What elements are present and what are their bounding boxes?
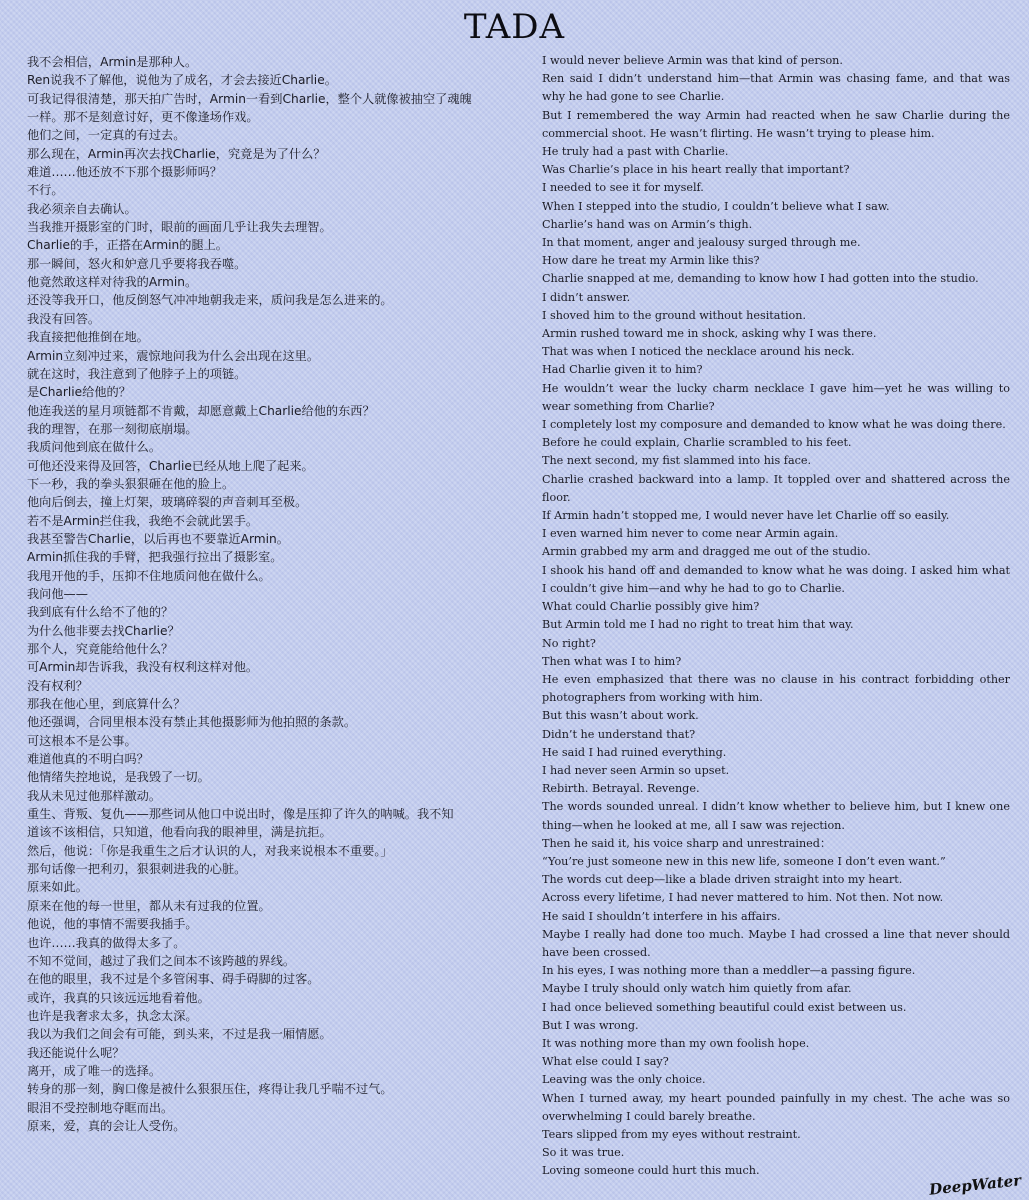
english-text-line: I completely lost my composure and demanded to know what he was doing there.	[542, 418, 1006, 432]
chinese-text-line: 原来如此。	[27, 880, 88, 895]
chinese-text-line: 转身的那一刻，胸口像是被什么狠狠压住，疼得让我几乎喘不过气。	[27, 1082, 393, 1097]
english-text-line: The words sounded unreal. I didn’t know whether to believe him, but I knew one thing—when he looked at me, all I saw was rejection.	[542, 800, 1010, 832]
english-text-line: He said I shouldn’t interfere in his affairs.	[542, 909, 781, 923]
english-text-line: Across every lifetime, I had never mattered to him. Not then. Not now.	[542, 891, 944, 905]
chinese-text-line: 他向后倒去，撞上灯架，玻璃碎裂的声音刺耳至极。	[27, 495, 308, 510]
chinese-text-line: 就在这时，我注意到了他脖子上的项链。	[27, 366, 247, 381]
english-text-line: In that moment, anger and jealousy surged through me.	[542, 236, 861, 250]
signature-watermark: DeepWater	[928, 1171, 1022, 1199]
english-text-line: Didn’t he understand that?	[542, 727, 696, 741]
english-text-line: I shoved him to the ground without hesitation.	[542, 308, 807, 322]
chinese-text-line: 下一秒，我的拳头狠狠砸在他的脸上。	[27, 476, 235, 491]
chinese-text-line: 他说，他的事情不需要我插手。	[27, 917, 198, 932]
chinese-text-line: 可这根本不是公事。	[27, 733, 137, 748]
chinese-text-line: 可他还没来得及回答，Charlie已经从地上爬了起来。	[27, 458, 314, 473]
chinese-text-line: Ren说我不了解他，说他为了成名，才会去接近Charlie。	[27, 73, 337, 88]
chinese-text-line: 还没等我开口，他反倒怒气冲冲地朝我走来，质问我是怎么进来的。	[27, 293, 393, 308]
english-text-line: Armin rushed toward me in shock, asking why I was there.	[542, 327, 877, 341]
english-text-line: The words cut deep—like a blade driven straight into my heart.	[542, 873, 903, 887]
english-text-line: He wouldn’t wear the lucky charm necklace I gave him—yet he was willing to wear something from Charlie?	[542, 381, 1010, 413]
chinese-text-line: 可我记得很清楚，那天拍广告时，Armin一看到Charlie，整个人就像被抽空了魂魄	[27, 91, 472, 106]
chinese-text-column	[27, 53, 517, 1135]
english-text-line: When I turned away, my heart pounded painfully in my chest. The ache was so overwhelming I could barely breathe.	[542, 1091, 1010, 1123]
english-text-line: The next second, my fist slammed into his face.	[542, 454, 812, 468]
english-text-line: I needed to see it for myself.	[542, 181, 704, 195]
english-text-line: Was Charlie’s place in his heart really that important?	[542, 163, 850, 177]
english-text-line: Had Charlie given it to him?	[542, 363, 703, 377]
english-text-line: But this wasn’t about work.	[542, 709, 699, 723]
chinese-text-line: 我质问他到底在做什么。	[27, 440, 162, 455]
chinese-text-line: 那个人，究竟能给他什么？	[27, 642, 174, 656]
english-text-line: How dare he treat my Armin like this?	[542, 254, 760, 268]
chinese-text-line: 我到底有什么给不了他的？	[27, 605, 174, 620]
chinese-text-line: 不知不觉间，越过了我们之间本不该跨越的界线。	[27, 953, 296, 968]
chinese-text-line: 我没有回答。	[27, 311, 101, 326]
english-text-line: Before he could explain, Charlie scrambled to his feet.	[542, 436, 852, 450]
chinese-text-line: 他还强调，合同里根本没有禁止其他摄影师为他拍照的条款。	[27, 715, 357, 730]
english-text-line: But Armin told me I had no right to treat him that way.	[542, 618, 854, 632]
english-text-line: Tears slipped from my eyes without restraint.	[542, 1127, 801, 1141]
english-text-line: What else could I say?	[542, 1055, 669, 1069]
chinese-text-line: 或许，我真的只该远远地看着他。	[27, 990, 210, 1005]
chinese-text-line: 那我在他心里，到底算什么？	[27, 697, 186, 712]
chinese-text-line: Armin抓住我的手臂，把我强行拉出了摄影室。	[27, 550, 283, 565]
english-text-line: He truly had a past with Charlie.	[542, 145, 729, 159]
chinese-text-line: 没有权利？	[27, 678, 88, 693]
chinese-text-line: 我问他——	[27, 586, 88, 601]
chinese-text-line: 眼泪不受控制地夺眶而出。	[27, 1100, 174, 1115]
chinese-text-line: 我必须亲自去确认。	[27, 201, 137, 216]
chinese-text-line: 他连我送的星月项链都不肯戴，却愿意戴上Charlie给他的东西？	[27, 403, 375, 418]
english-text-line: I didn’t answer.	[542, 290, 631, 304]
chinese-text-line: 他竟然敢这样对待我的Armin。	[27, 275, 198, 290]
english-text-line: So it was true.	[542, 1146, 625, 1160]
chinese-text-line: 我从未见过他那样激动。	[27, 788, 162, 803]
chinese-text-line: 不行。	[27, 183, 64, 198]
english-text-line: Then what was I to him?	[542, 654, 682, 668]
english-text-line: That was when I noticed the necklace around his neck.	[542, 345, 855, 359]
chinese-text-line: 然后，他说：「你是我重生之后才认识的人，对我来说根本不重要。」	[27, 843, 393, 858]
english-text-line: No right?	[542, 636, 596, 650]
english-text-line: Leaving was the only choice.	[542, 1073, 706, 1087]
chinese-text-line: 我的理智，在那一刻彻底崩塌。	[27, 421, 198, 436]
chinese-text-line: Armin立刻冲过来，震惊地问我为什么会出现在这里。	[27, 348, 320, 363]
chinese-text-line: 我以为我们之间会有可能，到头来，不过是我一厢情愿。	[27, 1027, 332, 1042]
chinese-text-line: 也许……我真的做得太多了。	[27, 935, 186, 950]
english-text-line: I had once believed something beautiful could exist between us.	[542, 1000, 907, 1014]
chinese-text-line: 我甩开他的手，压抑不住地质问他在做什么。	[27, 568, 271, 583]
chinese-text-line: 道该不该相信，只知道，他看向我的眼神里，满是抗拒。	[27, 825, 332, 840]
english-text-line: Charlie crashed backward into a lamp. It toppled over and shattered across the floor.	[542, 472, 1010, 504]
english-text-line: I even warned him never to come near Armin again.	[542, 527, 839, 541]
chinese-text-line: 我甚至警告Charlie，以后再也不要靠近Armin。	[27, 531, 289, 546]
english-text-line: But I was wrong.	[542, 1018, 639, 1032]
chinese-text-line: 在他的眼里，我不过是个多管闲事、碍手碍脚的过客。	[27, 972, 320, 987]
chinese-text-line: 一样。那不是刻意讨好，更不像逢场作戏。	[27, 110, 259, 125]
chinese-text-line: 那一瞬间，怒火和妒意几乎要将我吞噬。	[27, 256, 247, 271]
english-text-line: It was nothing more than my own foolish hope.	[542, 1036, 810, 1050]
chinese-text-line: Charlie的手，正搭在Armin的腿上。	[27, 238, 228, 253]
chinese-text-line: 那句话像一把利刃，狠狠刺进我的心脏。	[27, 862, 247, 877]
english-text-line: “You’re just someone new in this new life, someone I don’t even want.”	[542, 854, 946, 868]
chinese-text-line: 难道……他还放不下那个摄影师吗？	[27, 165, 222, 180]
english-text-column	[542, 52, 1010, 1181]
page-title: TADA	[463, 7, 566, 47]
chinese-text-line: 他们之间，一定真的有过去。	[27, 128, 186, 143]
english-text-line: Rebirth. Betrayal. Revenge.	[542, 782, 700, 796]
english-text-line: He even emphasized that there was no clause in his contract forbidding other photographers from working with him.	[542, 672, 1010, 705]
english-text-line: When I stepped into the studio, I couldn’t believe what I saw.	[542, 199, 890, 213]
chinese-text-line: 原来在他的每一世里，都从未有过我的位置。	[27, 898, 271, 913]
chinese-text-line: 离开，成了唯一的选择。	[27, 1063, 162, 1078]
english-text-line: I had never seen Armin so upset.	[542, 763, 730, 777]
chinese-text-line: 难道他真的不明白吗？	[27, 752, 149, 767]
chinese-text-line: 当我推开摄影室的门时，眼前的画面几乎让我失去理智。	[27, 220, 332, 235]
chinese-text-line: 若不是Armin拦住我，我绝不会就此罢手。	[27, 513, 259, 528]
english-text-line: What could Charlie possibly give him?	[542, 600, 760, 614]
english-text-line: Charlie’s hand was on Armin’s thigh.	[542, 217, 753, 231]
english-text-line: He said I had ruined everything.	[542, 745, 727, 759]
chinese-text-line: 他情绪失控地说，是我毁了一切。	[27, 770, 210, 785]
chinese-text-line: 我直接把他推倒在地。	[27, 330, 149, 345]
chinese-text-line: 是Charlie给他的？	[27, 385, 131, 400]
english-text-line: If Armin hadn’t stopped me, I would never have let Charlie off so easily.	[542, 509, 950, 523]
chinese-text-line: 重生、背叛、复仇——那些词从他口中说出时，像是压抑了许久的呐喊。我不知	[27, 807, 454, 822]
chinese-text-line: 可Armin却告诉我，我没有权利这样对他。	[27, 660, 259, 675]
chinese-text-line: 那么现在，Armin再次去找Charlie，究竟是为了什么？	[27, 146, 326, 161]
english-text-line: In his eyes, I was nothing more than a meddler—a passing figure.	[542, 964, 916, 978]
chinese-text-line: 原来，爱，真的会让人受伤。	[27, 1118, 186, 1133]
english-text-line: Armin grabbed my arm and dragged me out of the studio.	[542, 545, 871, 559]
chinese-text-line: 我不会相信，Armin是那种人。	[27, 55, 198, 69]
english-text-line: Maybe I truly should only watch him quietly from afar.	[542, 982, 852, 996]
english-text-line: Maybe I really had done too much. Maybe I had crossed a line that never should have been crossed.	[542, 927, 1010, 959]
english-text-line: Charlie snapped at me, demanding to know how I had gotten into the studio.	[542, 272, 979, 286]
english-text-line: I would never believe Armin was that kind of person.	[542, 54, 843, 67]
chinese-text-line: 也许是我奢求太多，执念太深。	[27, 1008, 198, 1023]
english-text-line: Loving someone could hurt this much.	[542, 1164, 760, 1178]
english-text-line: Ren said I didn’t understand him—that Armin was chasing fame, and that was why he had gone to see Charlie.	[542, 72, 1010, 104]
chinese-text-line: 为什么他非要去找Charlie？	[27, 623, 180, 638]
chinese-text-line: 我还能说什么呢？	[27, 1045, 125, 1060]
english-text-line: But I remembered the way Armin had reacted when he saw Charlie during the commercial shoot. He wasn’t flirting. He wasn’t trying to please him.	[542, 108, 1010, 140]
english-text-line: I shook his hand off and demanded to know what he was doing. I asked him what I couldn’t give him—and why he had to go to Charlie.	[542, 563, 1010, 595]
english-text-line: Then he said it, his voice sharp and unrestrained：	[542, 836, 832, 850]
